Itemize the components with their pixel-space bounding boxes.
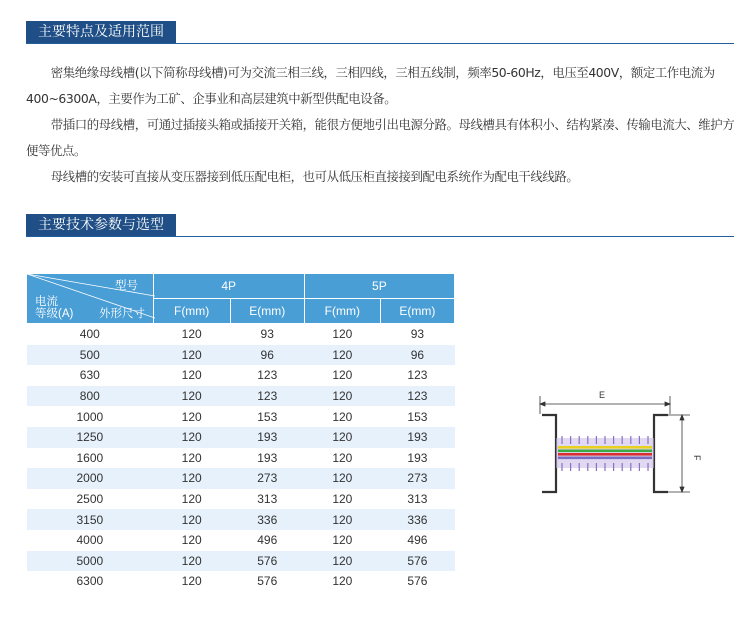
cell-f: 120 xyxy=(304,468,380,489)
cell-f: 120 xyxy=(153,427,230,448)
cell-current: 2500 xyxy=(76,492,104,507)
cell-e: 193 xyxy=(407,450,428,465)
table-row xyxy=(27,530,455,551)
cell-e: 123 xyxy=(407,368,428,383)
group-header-5p: 5P xyxy=(304,274,454,299)
cell-f: 120 xyxy=(304,386,380,407)
cell-f: 120 xyxy=(181,368,202,383)
cell-e: 576 xyxy=(230,551,304,572)
column-header-e: E(mm) xyxy=(380,299,454,324)
dimension-label-f: F xyxy=(692,455,702,461)
cell-f: 120 xyxy=(153,551,230,572)
intro-text xyxy=(26,60,738,190)
intro-paragraph: 带插口的母线槽，可通过插接头箱或插接开关箱，能很方便地引出电源分路。母线槽具有体积小、结构紧凑、传输电流大、维护方便等优点。 xyxy=(26,117,735,158)
cell-f: 120 xyxy=(181,533,202,548)
cell-e: 313 xyxy=(407,492,428,507)
table-row xyxy=(27,509,455,530)
column-header-e: E(mm) xyxy=(230,299,304,324)
cell-e: 273 xyxy=(380,468,454,489)
cell-f: 120 xyxy=(332,574,353,589)
group-header-4p: 4P xyxy=(153,274,304,299)
cell-e: 123 xyxy=(230,386,304,407)
table-row xyxy=(27,427,455,448)
cell-current: 5000 xyxy=(27,551,154,572)
cell-f: 120 xyxy=(153,509,230,530)
table-corner-header xyxy=(27,274,154,324)
cell-f: 120 xyxy=(332,368,353,383)
cell-e: 96 xyxy=(380,345,454,366)
cell-e: 576 xyxy=(257,574,278,589)
busbar-stripe xyxy=(558,453,652,456)
cell-e: 123 xyxy=(380,386,454,407)
section-header-features xyxy=(26,21,734,44)
table-row xyxy=(27,324,455,345)
cell-current: 2000 xyxy=(27,468,154,489)
cell-f: 120 xyxy=(304,427,380,448)
cell-current: 1250 xyxy=(27,427,154,448)
cell-f: 120 xyxy=(332,450,353,465)
cell-e: 93 xyxy=(260,327,274,342)
table-row xyxy=(27,365,455,386)
cell-f: 120 xyxy=(332,533,353,548)
cell-e: 273 xyxy=(230,468,304,489)
column-header-f: F(mm) xyxy=(304,299,380,324)
housing-left xyxy=(542,415,556,492)
section-title: 主要技术参数与选型 xyxy=(26,214,176,236)
dimension-label-e: E xyxy=(598,390,606,400)
cell-f: 120 xyxy=(332,492,353,507)
cell-current: 1000 xyxy=(76,409,104,424)
table-row xyxy=(27,448,455,469)
cell-f: 120 xyxy=(153,386,230,407)
cell-f: 120 xyxy=(181,492,202,507)
cell-e: 576 xyxy=(380,551,454,572)
table-row xyxy=(27,571,455,592)
cell-current: 400 xyxy=(79,327,100,342)
table-row xyxy=(27,489,455,510)
table-row xyxy=(27,406,455,427)
cell-current: 3150 xyxy=(27,509,154,530)
table-row xyxy=(27,551,455,572)
busbar-stripe xyxy=(558,450,652,453)
corner-size-label: 外形尺寸 xyxy=(99,308,145,320)
cell-e: 153 xyxy=(407,409,428,424)
cell-current: 6300 xyxy=(76,574,104,589)
section-title: 主要特点及适用范围 xyxy=(26,21,176,43)
cell-current: 630 xyxy=(79,368,100,383)
corner-grade-label: 等级(A) xyxy=(35,308,74,320)
busbar-cross-section-diagram xyxy=(532,384,702,504)
cell-f: 120 xyxy=(181,327,202,342)
cell-e: 576 xyxy=(407,574,428,589)
cell-e: 153 xyxy=(257,409,278,424)
cell-e: 123 xyxy=(257,368,278,383)
cell-e: 193 xyxy=(257,450,278,465)
cell-e: 336 xyxy=(230,509,304,530)
cell-e: 193 xyxy=(380,427,454,448)
cell-current: 4000 xyxy=(76,533,104,548)
busbar-stripe xyxy=(558,446,652,449)
cell-e: 336 xyxy=(380,509,454,530)
corner-current-label: 电流 xyxy=(35,296,58,308)
cell-f: 120 xyxy=(181,409,202,424)
cell-e: 193 xyxy=(230,427,304,448)
table-row xyxy=(27,386,455,407)
table-row xyxy=(27,468,455,489)
cell-current: 500 xyxy=(27,345,154,366)
cell-current: 1600 xyxy=(76,450,104,465)
cell-e: 496 xyxy=(257,533,278,548)
cell-f: 120 xyxy=(304,509,380,530)
intro-paragraph: 母线槽的安装可直接从变压器接到低压配电柜，也可从低压柜直接接到配电系统作为配电干线线路。 xyxy=(50,169,579,184)
section-header-specs xyxy=(26,214,734,237)
housing-right xyxy=(654,415,668,492)
cell-f: 120 xyxy=(181,574,202,589)
busbar-stripe xyxy=(558,457,652,460)
cell-f: 120 xyxy=(304,345,380,366)
corner-model-label: 型号 xyxy=(115,280,138,292)
cell-current: 800 xyxy=(27,386,154,407)
table-row xyxy=(27,345,455,366)
cell-f: 120 xyxy=(304,551,380,572)
cell-e: 496 xyxy=(407,533,428,548)
cell-f: 120 xyxy=(153,345,230,366)
column-header-f: F(mm) xyxy=(153,299,230,324)
cell-f: 120 xyxy=(153,468,230,489)
cell-f: 120 xyxy=(332,327,353,342)
cell-f: 120 xyxy=(332,409,353,424)
spec-table xyxy=(26,273,455,592)
cell-e: 96 xyxy=(230,345,304,366)
cell-e: 313 xyxy=(257,492,278,507)
cell-f: 120 xyxy=(181,450,202,465)
intro-paragraph: 密集绝缘母线槽(以下简称母线槽)可为交流三相三线，三相四线，三相五线制，频率50-60Hz，电压至400V，额定工作电流为400~6300A，主要作为工矿、企事业和高层建筑中新型供配电设备。 xyxy=(26,65,715,106)
cell-e: 93 xyxy=(410,327,425,342)
